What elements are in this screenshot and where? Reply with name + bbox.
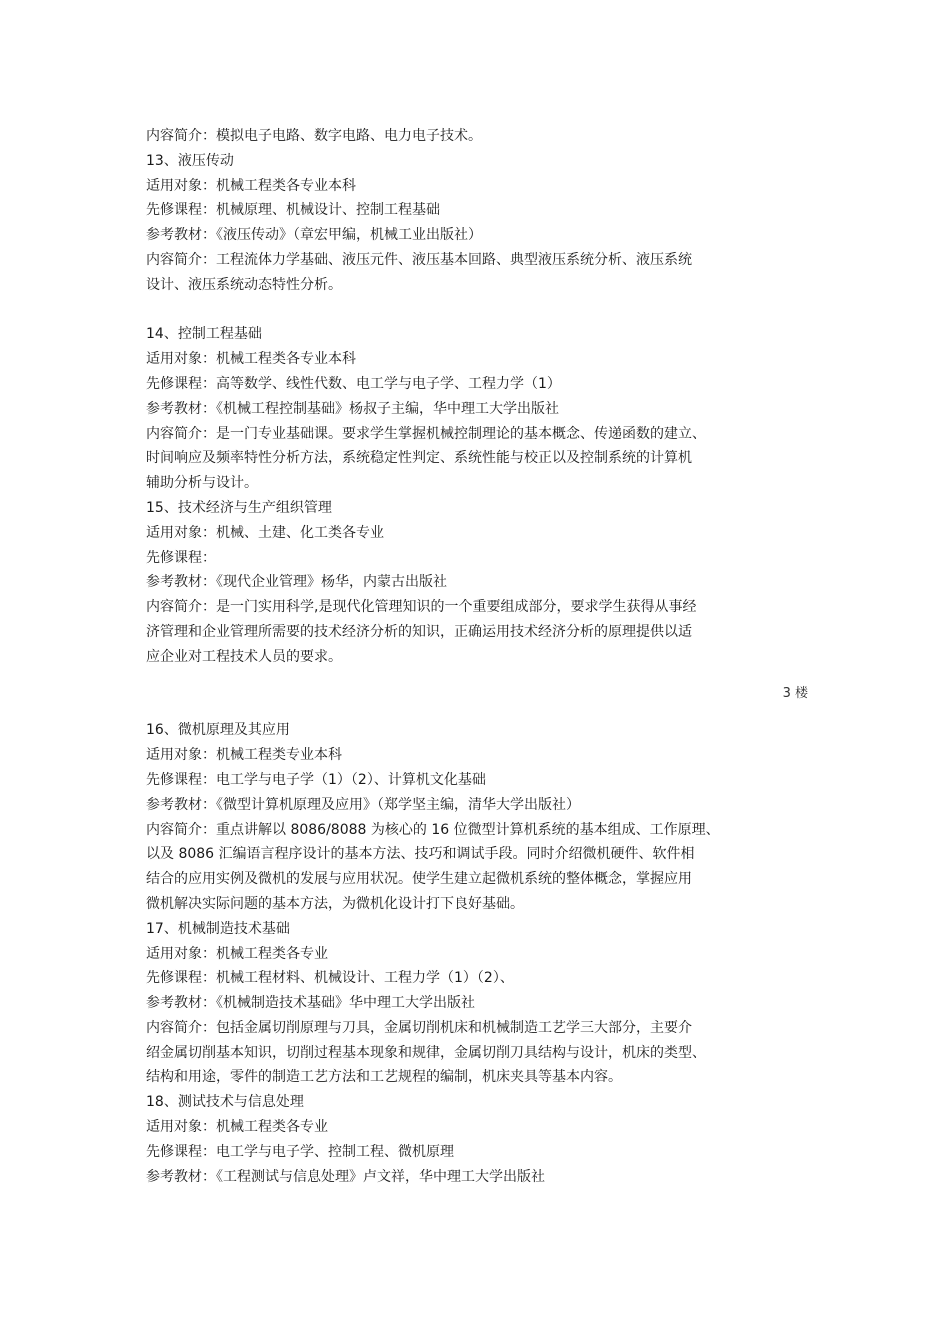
course-target: 适用对象：机械工程类专业本科: [146, 747, 342, 764]
course-target: 适用对象：机械工程类各专业: [146, 1119, 328, 1136]
course-prereq: 先修课程：高等数学、线性代数、电工学与电子学、工程力学（1）: [146, 375, 561, 392]
course-prereq: 先修课程：: [146, 549, 216, 566]
course-18: [146, 1090, 814, 1189]
course-intro-line: 绍金属切削基本知识，切削过程基本现象和规律，金属切削刀具结构与设计，机床的类型、: [146, 1044, 706, 1061]
course-intro-line: 结构和用途，零件的制造工艺方法和工艺规程的编制，机床夹具等基本内容。: [146, 1069, 622, 1086]
course-12-intro: 内容简介：模拟电子电路、数字电路、电力电子技术。: [146, 128, 482, 144]
course-textbook: 参考教材：《机械工程控制基础》杨叔子主编，华中理工大学出版社: [146, 400, 559, 417]
course-prereq: 先修课程：机械工程材料、机械设计、工程力学（1）（2）、: [146, 970, 514, 987]
course-target: 适用对象：机械工程类各专业本科: [146, 351, 356, 368]
course-title: 18、测试技术与信息处理: [146, 1094, 304, 1111]
course-17: [146, 917, 814, 1091]
course-intro-line: 内容简介：重点讲解以 8086/8088 为核心的 16 位微型计算机系统的基本组成、工作原理、: [146, 821, 720, 838]
course-intro-line: 内容简介：工程流体力学基础、液压元件、液压基本回路、典型液压系统分析、液压系统: [146, 251, 692, 268]
course-target: 适用对象：机械工程类各专业本科: [146, 177, 356, 194]
course-target: 适用对象：机械、土建、化工类各专业: [146, 524, 384, 541]
course-intro-line: 结合的应用实例及微机的发展与应用状况。使学生建立起微机系统的整体概念，掌握应用: [146, 871, 692, 888]
course-textbook: 参考教材：《机械制造技术基础》华中理工大学出版社: [146, 995, 475, 1012]
course-target: 适用对象：机械工程类各专业: [146, 945, 328, 962]
course-intro-line: 内容简介：是一门专业基础课。要求学生掌握机械控制理论的基本概念、传递函数的建立、: [146, 425, 706, 442]
course-intro-line: 内容简介：是一门实用科学,是现代化管理知识的一个重要组成部分，要求学生获得从事经: [146, 599, 697, 616]
course-intro-line: 微机解决实际问题的基本方法，为微机化设计打下良好基础。: [146, 895, 524, 912]
course-textbook: 参考教材：《微型计算机原理及应用》（郑学坚主编，清华大学出版社）: [146, 796, 580, 813]
course-15: [146, 496, 814, 670]
course-intro-line: 设计、液压系统动态特性分析。: [146, 276, 342, 293]
spacer: [146, 298, 814, 323]
course-prereq: 先修课程：机械原理、机械设计、控制工程基础: [146, 202, 440, 219]
course-intro-line: 时间响应及频率特性分析方法，系统稳定性判定、系统性能与校正以及控制系统的计算机: [146, 450, 692, 467]
course-title: 16、微机原理及其应用: [146, 722, 290, 739]
course-title: 13、液压传动: [146, 152, 234, 169]
course-title: 17、机械制造技术基础: [146, 920, 290, 937]
course-prereq: 先修课程：电工学与电子学（1）（2）、计算机文化基础: [146, 771, 486, 788]
course-textbook: 参考教材：《现代企业管理》杨华，内蒙古出版社: [146, 574, 447, 591]
course-intro-line: 济管理和企业管理所需要的技术经济分析的知识，正确运用技术经济分析的原理提供以适: [146, 623, 692, 640]
course-title: 14、控制工程基础: [146, 326, 262, 343]
course-intro-line: 应企业对工程技术人员的要求。: [146, 648, 342, 665]
course-14: [146, 322, 814, 496]
floor-number-label: 3 楼: [782, 685, 808, 701]
course-13: [146, 149, 814, 298]
course-intro-line: 内容简介：包括金属切削原理与刀具，金属切削机床和机械制造工艺学三大部分，主要介: [146, 1019, 692, 1036]
course-textbook: 参考教材：《液压传动》（章宏甲编，机械工业出版社）: [146, 227, 482, 244]
course-intro-line: 辅助分析与设计。: [146, 475, 258, 492]
course-textbook: 参考教材：《工程测试与信息处理》卢文祥，华中理工大学出版社: [146, 1168, 545, 1185]
document-page: [146, 124, 814, 1189]
course-16: [146, 718, 814, 916]
course-title: 15、技术经济与生产组织管理: [146, 499, 332, 516]
course-intro-line: 以及 8086 汇编语言程序设计的基本方法、技巧和调试手段。同时介绍微机硬件、软件相: [146, 846, 695, 863]
course-prereq: 先修课程：电工学与电子学、控制工程、微机原理: [146, 1143, 454, 1160]
